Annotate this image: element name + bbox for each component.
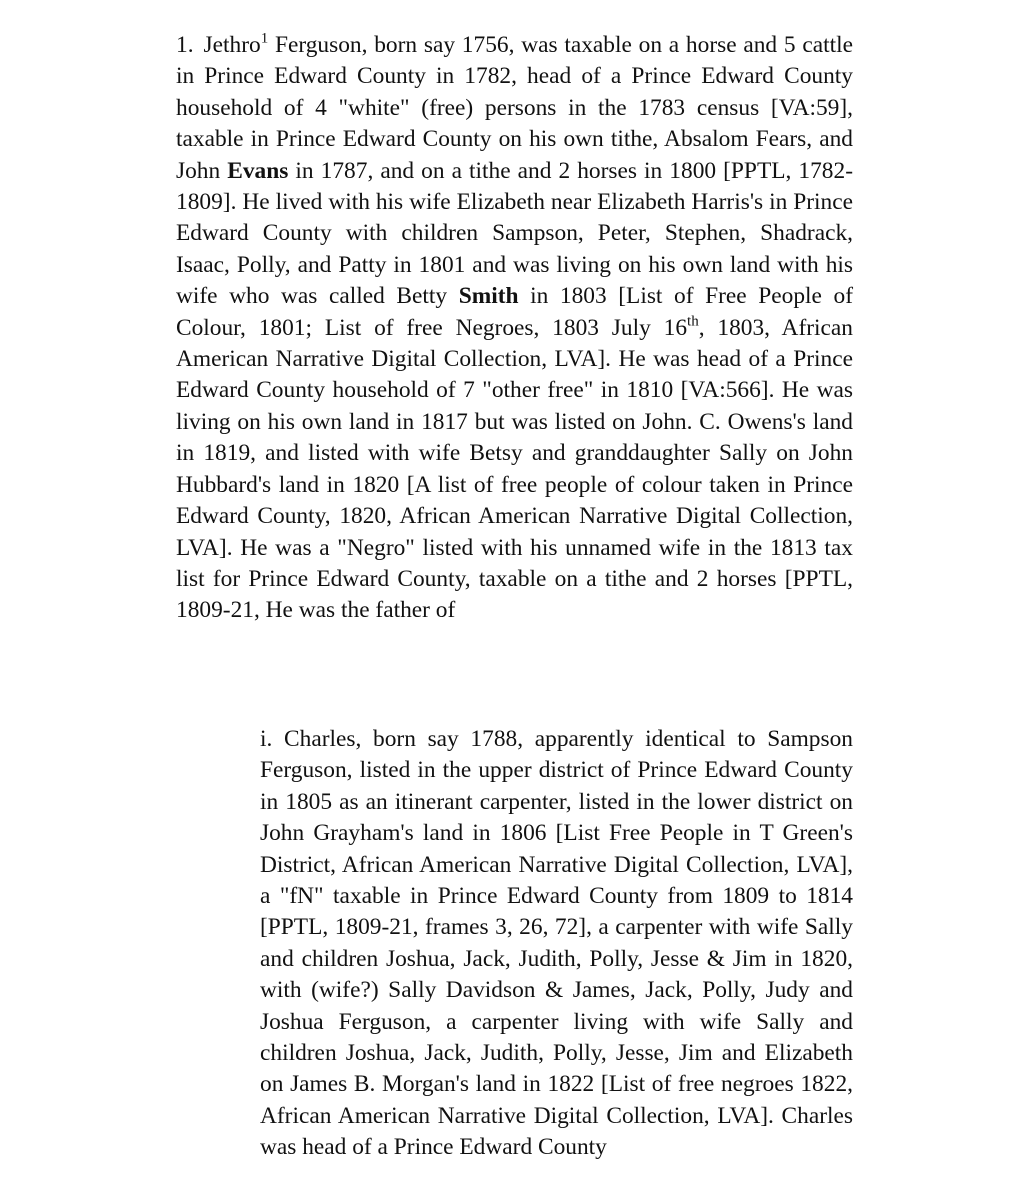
entry-number: 1. bbox=[176, 32, 194, 58]
genealogy-entry-1 bbox=[176, 30, 853, 627]
bold-surname-evans: Evans bbox=[227, 157, 289, 184]
entry-text-part-1: Ferguson, born say 1756, was taxable on a horse and 5 cattle in Prince Edward County in 1782, head of a Prince Edward County household of 4 "white" (free) persons in the 1783 census [VA:59], taxable in Prince Edward County on his own tithe, Absalom Fears, and John bbox=[176, 32, 853, 184]
child-entry-charles: i. Charles, born say 1788, apparently identical to Sampson Ferguson, listed in the upper district of Prince Edward County in 1805 as an itinerant carpenter, listed in the lower district on John Grayham's land in 1806 [List Free People in T Green's District, African American Narrative Digital Collection, LVA], a "fN" taxable in Prince Edward County from 1809 to 1814 [PPTL, 1809-21, frames 3, 26, 72], a carpenter with wife Sally and children Joshua, Jack, Judith, Polly, Jesse & Jim in 1820, with (wife?) Sally Davidson & James, Jack, Polly, Judy and Joshua Ferguson, a carpenter living with wife Sally and children Joshua, Jack, Judith, Polly, Jesse, Jim and Elizabeth on James B. Morgan's land in 1822 [List of free negroes 1822, African American Narrative Digital Collection, LVA]. Charles was head of a Prince Edward County bbox=[260, 726, 853, 1161]
entry-name: Jethro bbox=[203, 32, 261, 58]
generation-superscript: 1 bbox=[260, 30, 269, 47]
bold-surname-smith: Smith bbox=[458, 283, 519, 310]
entry-text-part-2: in 1787, and on a tithe and 2 horses in 1800 [PPTL, 1782-1809]. He lived with his wife Elizabeth near Elizabeth Harris's in Prince Edward County with children Sampson, Peter, Stephen, Shadrack, Isaac, Polly, and Patty in 1801 and was living on his own land with his wife who was called Betty bbox=[176, 157, 853, 310]
entry-text-part-3: in 1803 [List of Free People of Colour, 1801; List of free Negroes, 1803 July 16 bbox=[176, 283, 853, 341]
ordinal-superscript: th bbox=[687, 313, 699, 330]
entry-text-part-4: , 1803, African American Narrative Digital Collection, LVA]. He was head of a Prince Edward County household of 7 "other free" in 1810 [VA:566]. He was living on his own land in 1817 but was listed on John. C. Owens's land in 1819, and listed with wife Betsy and granddaughter Sally on John Hubbard's land in 1820 [A list of free people of colour taken in Prince Edward County, 1820, African American Narrative Digital Collection, LVA]. He was a "Negro" listed with his unnamed wife in the 1813 tax list for Prince Edward County, taxable on a tithe and 2 horses [PPTL, 1809-21, He was the father of bbox=[176, 314, 853, 624]
